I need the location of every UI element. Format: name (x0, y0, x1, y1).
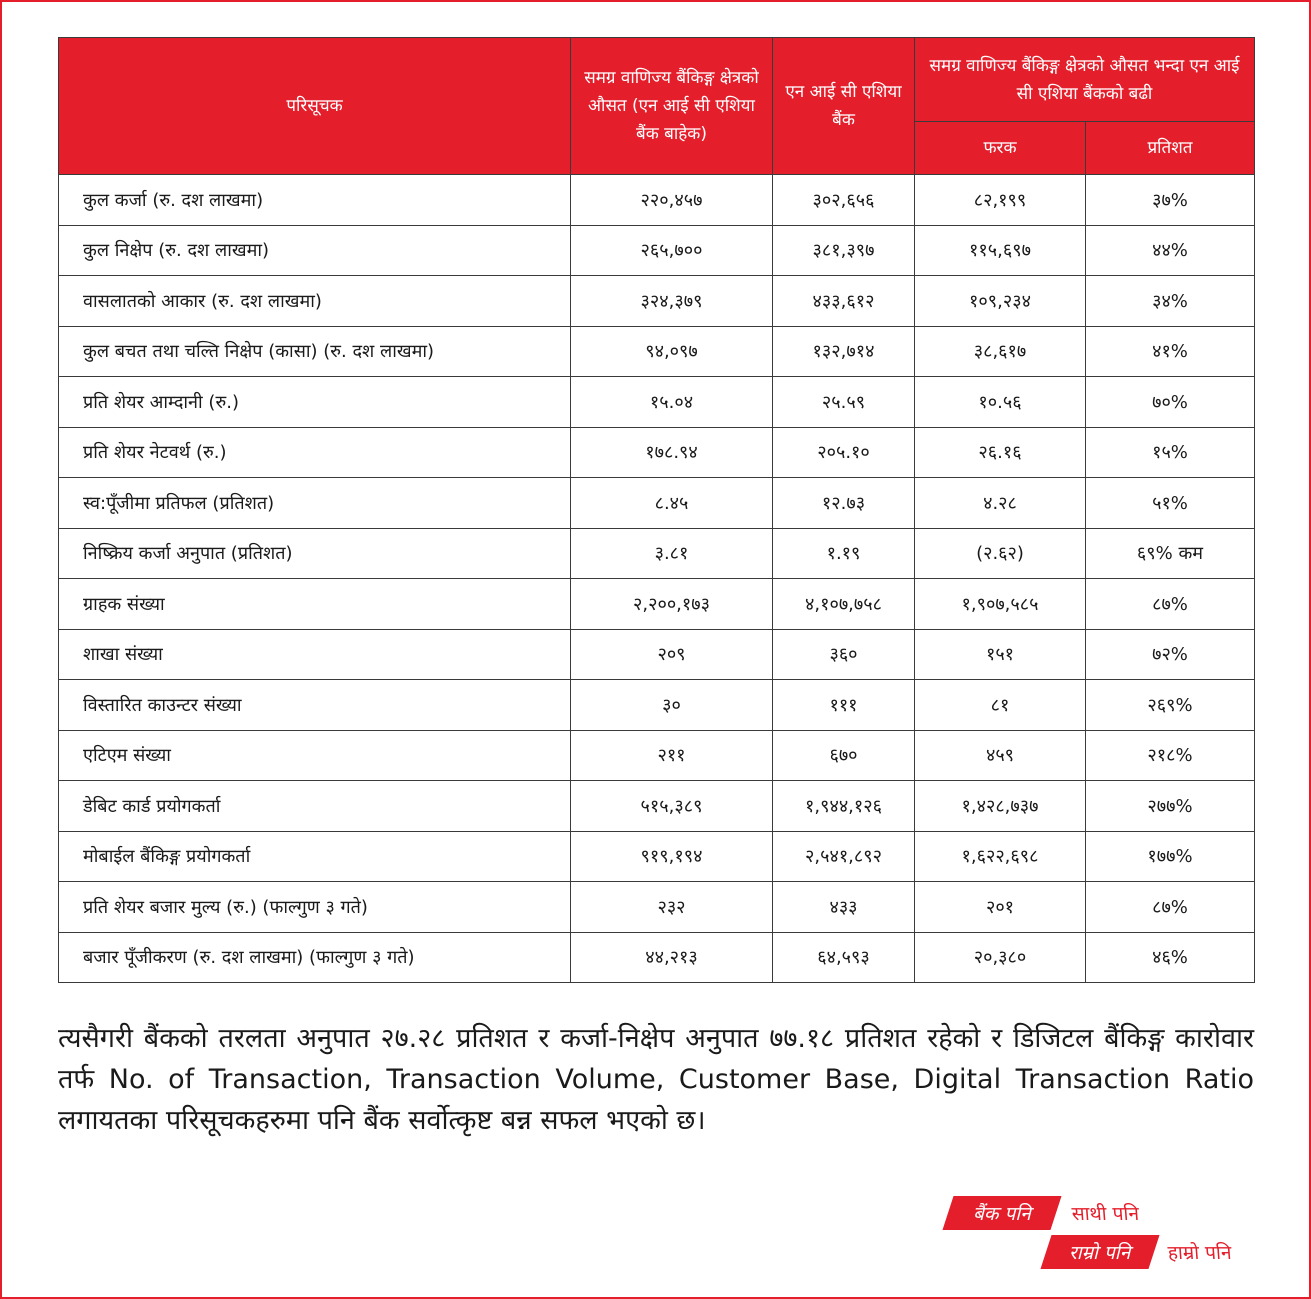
indicator-cell: प्रति शेयर बजार मुल्य (रु.) (फाल्गुण ३ गते) (59, 882, 571, 933)
percent-cell: २१८% (1086, 730, 1255, 781)
nic-asia-cell: ३८१,३९७ (773, 225, 915, 276)
indicator-cell: कुल निक्षेप (रु. दश लाखमा) (59, 225, 571, 276)
indicator-cell: शाखा संख्या (59, 629, 571, 680)
header-comparison: समग्र वाणिज्य बैंकिङ्ग क्षेत्रको औसत भन्दा एन आई सी एशिया बैंकको बढी (915, 38, 1255, 122)
percent-cell: ८७% (1086, 882, 1255, 933)
industry-average-cell: ९४,०९७ (571, 326, 773, 377)
table-row (59, 326, 1255, 377)
nic-asia-cell: १,९४४,१२६ (773, 781, 915, 832)
slogan-text: साथी पनि (1066, 1203, 1142, 1225)
difference-cell: २०१ (915, 882, 1086, 933)
percent-cell: २६९% (1086, 680, 1255, 731)
industry-average-cell: ३२४,३७९ (571, 276, 773, 327)
industry-average-cell: १७८.९४ (571, 427, 773, 478)
difference-cell: ११५,६९७ (915, 225, 1086, 276)
industry-average-cell: ३.८१ (571, 528, 773, 579)
difference-cell: १०९,२३४ (915, 276, 1086, 327)
difference-cell: १,४२८,७३७ (915, 781, 1086, 832)
nic-asia-cell: ४३३,६१२ (773, 276, 915, 327)
percent-cell: ८७% (1086, 579, 1255, 630)
industry-average-cell: ९१९,१९४ (571, 831, 773, 882)
industry-average-cell: २३२ (571, 882, 773, 933)
difference-cell: ४५९ (915, 730, 1086, 781)
table-row (59, 377, 1255, 428)
percent-cell: ७२% (1086, 629, 1255, 680)
difference-cell: २६.१६ (915, 427, 1086, 478)
nic-asia-cell: ३०२,६५६ (773, 175, 915, 226)
slogan-text: हाम्रो पनि (1162, 1242, 1234, 1264)
table-row (59, 629, 1255, 680)
indicator-cell: मोबाईल बैंकिङ्ग प्रयोगकर्ता (59, 831, 571, 882)
difference-cell: ४.२८ (915, 478, 1086, 529)
table-row (59, 579, 1255, 630)
percent-cell: ३४% (1086, 276, 1255, 327)
indicator-cell: स्व:पूँजीमा प्रतिफल (प्रतिशत) (59, 478, 571, 529)
percent-cell: १७७% (1086, 831, 1255, 882)
percent-cell: ६९% कम (1086, 528, 1255, 579)
industry-average-cell: २२०,४५७ (571, 175, 773, 226)
indicator-cell: प्रति शेयर आम्दानी (रु.) (59, 377, 571, 428)
difference-cell: ३८,६१७ (915, 326, 1086, 377)
table-row (59, 175, 1255, 226)
nic-asia-cell: ६७० (773, 730, 915, 781)
table-row (59, 478, 1255, 529)
table-row (59, 932, 1255, 983)
header-nic-asia-bank: एन आई सी एशिया बैंक (773, 38, 915, 175)
industry-average-cell: २११ (571, 730, 773, 781)
nic-asia-cell: २५.५९ (773, 377, 915, 428)
table-row (59, 831, 1255, 882)
indicator-cell: कुल बचत तथा चल्ति निक्षेप (कासा) (रु. दश लाखमा) (59, 326, 571, 377)
nic-asia-cell: २,५४१,८९२ (773, 831, 915, 882)
industry-average-cell: ५१५,३८९ (571, 781, 773, 832)
table-row (59, 528, 1255, 579)
percent-cell: ३७% (1086, 175, 1255, 226)
difference-cell: (२.६२) (915, 528, 1086, 579)
table-row (59, 882, 1255, 933)
nic-asia-cell: ६४,५९३ (773, 932, 915, 983)
difference-cell: १,६२२,६९८ (915, 831, 1086, 882)
header-industry-average: समग्र वाणिज्य बैंकिङ्ग क्षेत्रको औसत (एन आई सी एशिया बैंक बाहेक) (571, 38, 773, 175)
header-difference: फरक (915, 122, 1086, 175)
slogan-line-1 (948, 1196, 1168, 1230)
difference-cell: २०,३८० (915, 932, 1086, 983)
table-row (59, 276, 1255, 327)
table-row (59, 225, 1255, 276)
slogan-text: राम्रो पनि (1069, 1242, 1131, 1264)
nic-asia-cell: ३६० (773, 629, 915, 680)
indicator-cell: वासलातको आकार (रु. दश लाखमा) (59, 276, 571, 327)
difference-cell: १,९०७,५८५ (915, 579, 1086, 630)
table-row (59, 730, 1255, 781)
nic-asia-cell: १११ (773, 680, 915, 731)
indicator-cell: विस्तारित काउन्टर संख्या (59, 680, 571, 731)
percent-cell: ७०% (1086, 377, 1255, 428)
difference-cell: ८२,१९९ (915, 175, 1086, 226)
industry-average-cell: ३० (571, 680, 773, 731)
industry-average-cell: २,२००,१७३ (571, 579, 773, 630)
nic-asia-cell: २०५.१० (773, 427, 915, 478)
indicator-cell: बजार पूँजीकरण (रु. दश लाखमा) (फाल्गुण ३ गते) (59, 932, 571, 983)
percent-cell: ४६% (1086, 932, 1255, 983)
nic-asia-cell: १.१९ (773, 528, 915, 579)
industry-average-cell: २६५,७०० (571, 225, 773, 276)
indicator-cell: डेबिट कार्ड प्रयोगकर्ता (59, 781, 571, 832)
nic-asia-cell: १२.७३ (773, 478, 915, 529)
indicator-cell: प्रति शेयर नेटवर्थ (रु.) (59, 427, 571, 478)
indicator-cell: निष्क्रिय कर्जा अनुपात (प्रतिशत) (59, 528, 571, 579)
indicator-cell: एटिएम संख्या (59, 730, 571, 781)
table-body (59, 175, 1255, 983)
nic-asia-cell: ४,१०७,७५८ (773, 579, 915, 630)
table-row (59, 781, 1255, 832)
summary-paragraph: त्यसैगरी बैंकको तरलता अनुपात २७.२८ प्रतिशत र कर्जा-निक्षेप अनुपात ७७.१८ प्रतिशत रहेको र डिजिटल बैंकिङ्ग कारोवार तर्फ No. of Transaction, Transaction Volume, Customer Base, Digital Transaction Ratio लगायतका परिसूचकहरुमा पनि बैंक सर्वोत्कृष्ट बन्न सफल भएको छ। (58, 1023, 1254, 1136)
header-percent: प्रतिशत (1086, 122, 1255, 175)
difference-cell: १०.५६ (915, 377, 1086, 428)
header-indicator: परिसूचक (59, 38, 571, 175)
difference-cell: १५१ (915, 629, 1086, 680)
industry-average-cell: १५.०४ (571, 377, 773, 428)
difference-cell: ८१ (915, 680, 1086, 731)
industry-average-cell: २०९ (571, 629, 773, 680)
percent-cell: १५% (1086, 427, 1255, 478)
indicator-cell: कुल कर्जा (रु. दश लाखमा) (59, 175, 571, 226)
indicator-cell: ग्राहक संख्या (59, 579, 571, 630)
percent-cell: ४१% (1086, 326, 1255, 377)
percent-cell: ५१% (1086, 478, 1255, 529)
slogan-line-2 (1046, 1235, 1256, 1269)
percent-cell: २७७% (1086, 781, 1255, 832)
comparison-table (58, 37, 1255, 983)
percent-cell: ४४% (1086, 225, 1255, 276)
table-row (59, 680, 1255, 731)
industry-average-cell: ८.४५ (571, 478, 773, 529)
table-row (59, 427, 1255, 478)
slogan-text: बैंक पनि (973, 1203, 1031, 1225)
nic-asia-cell: १३२,७१४ (773, 326, 915, 377)
industry-average-cell: ४४,२१३ (571, 932, 773, 983)
nic-asia-cell: ४३३ (773, 882, 915, 933)
